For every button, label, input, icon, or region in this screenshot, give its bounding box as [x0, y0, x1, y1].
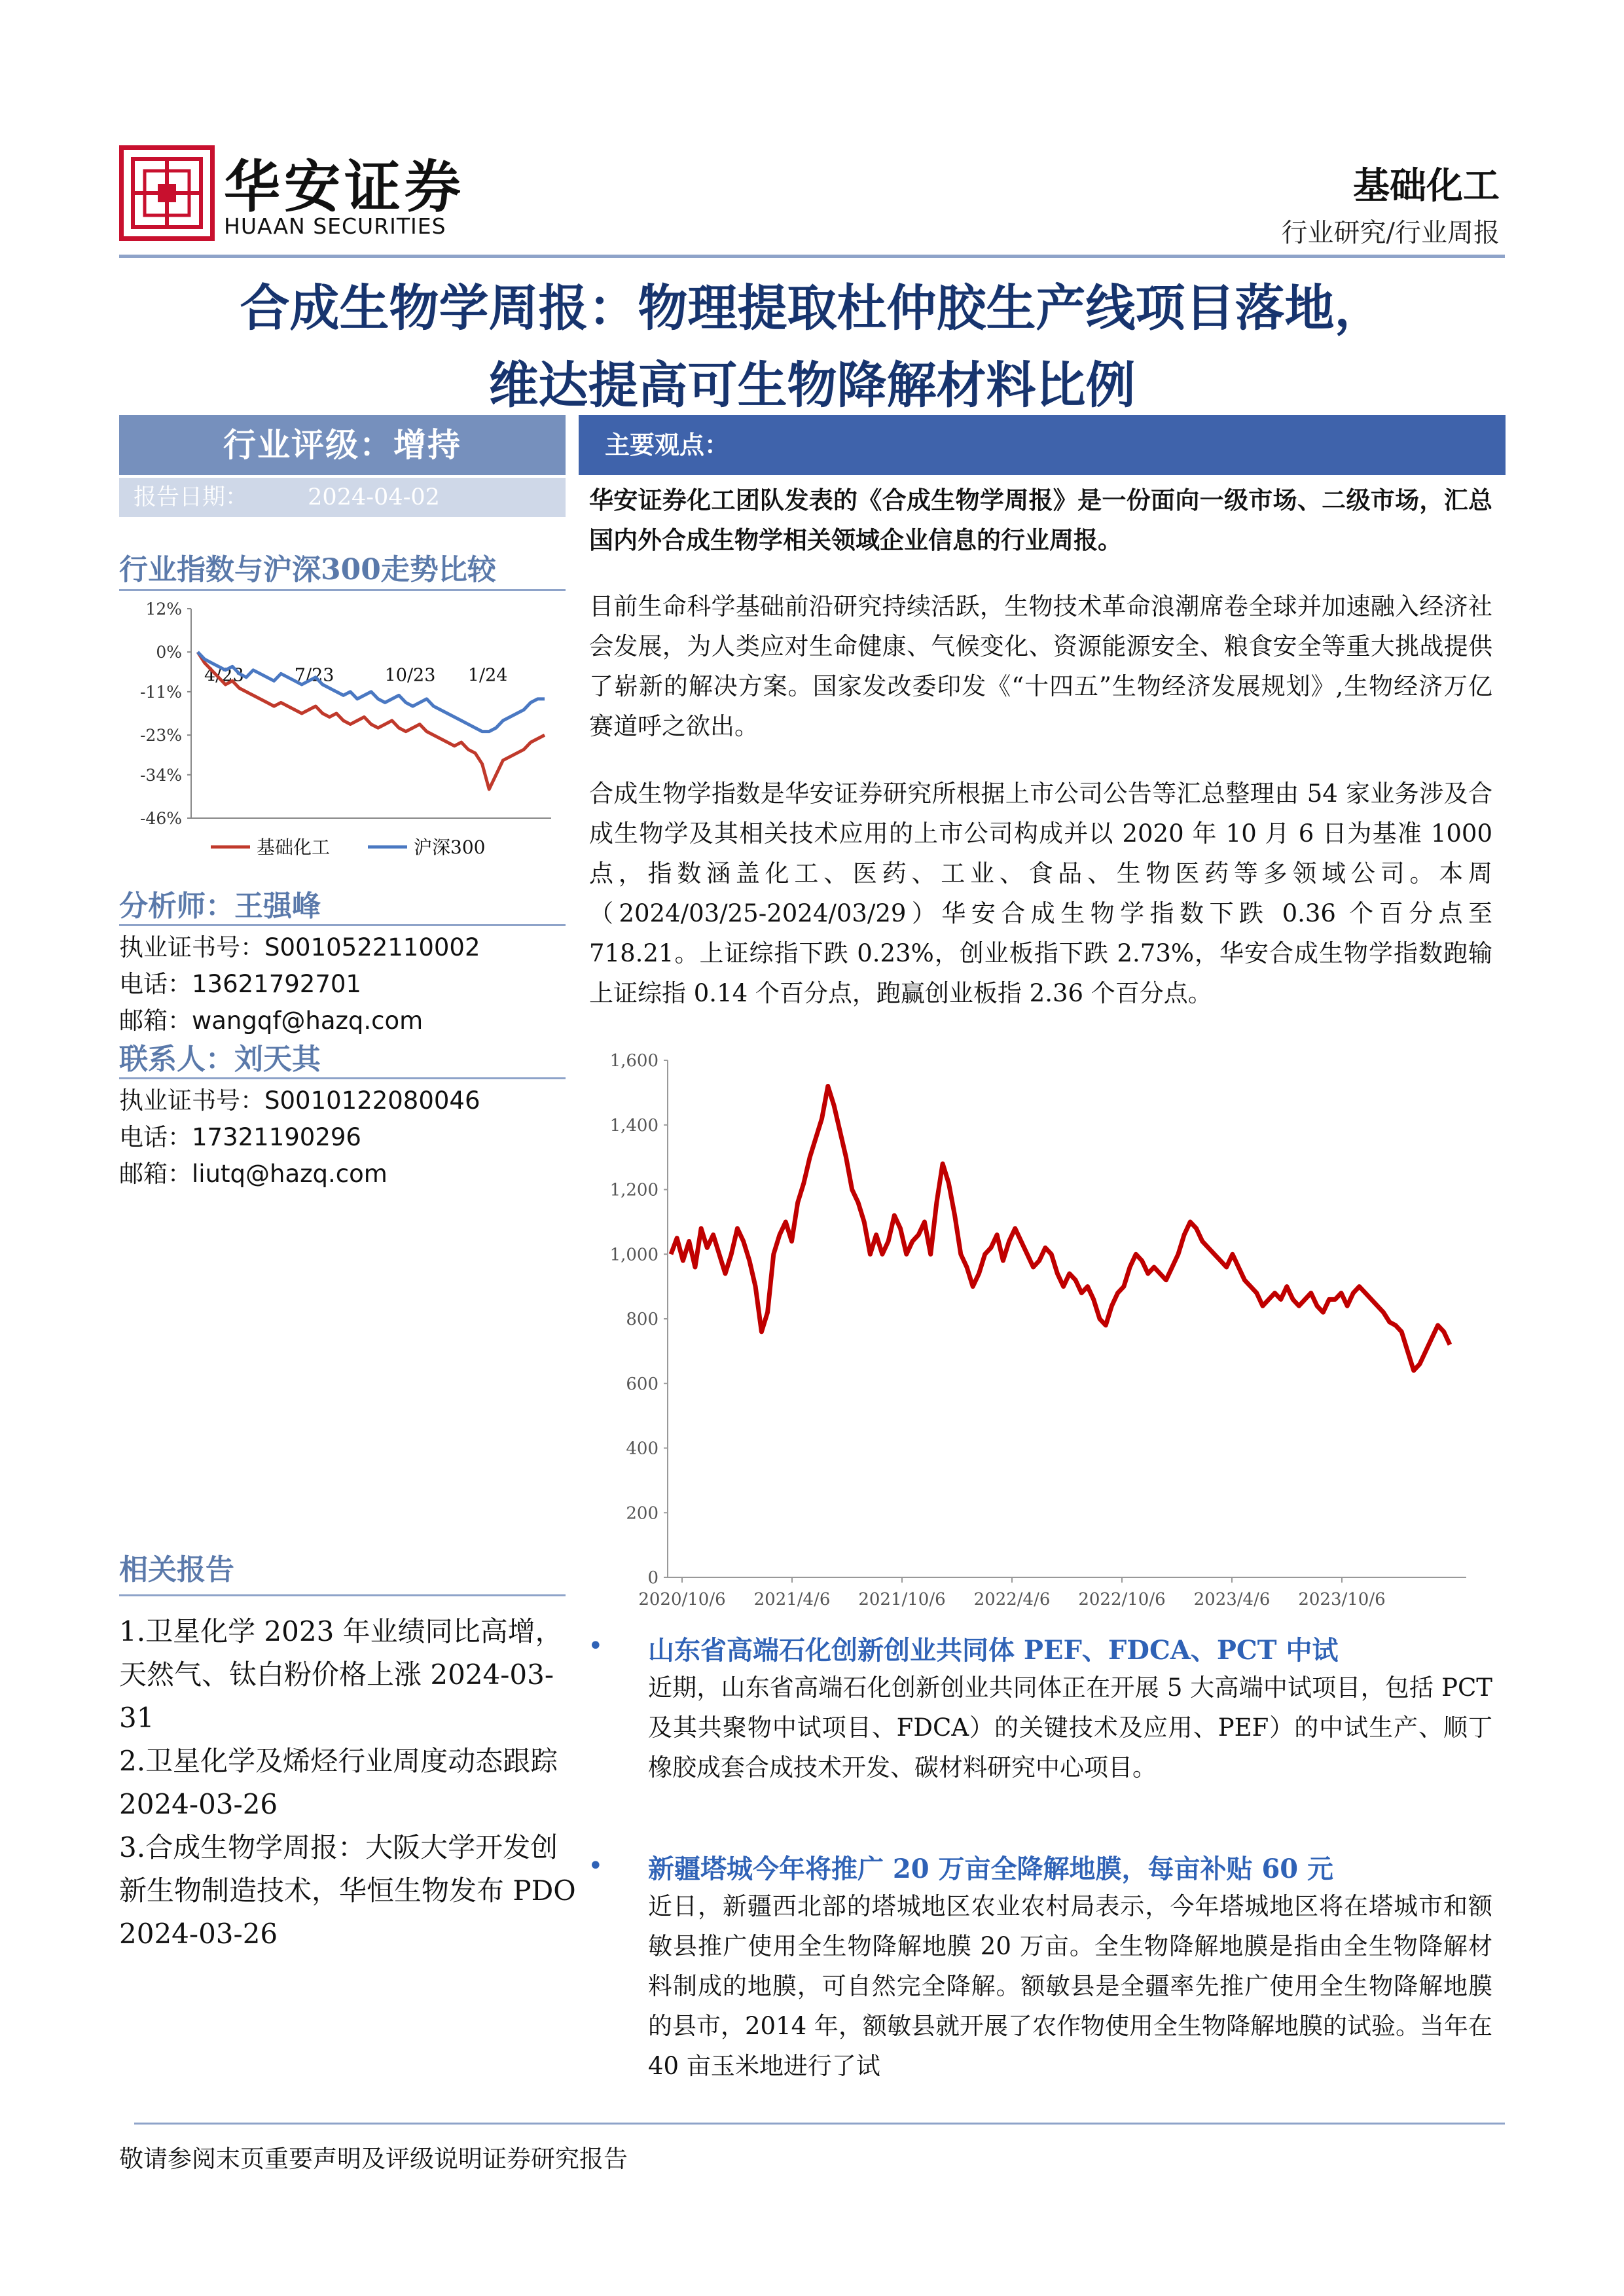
analyst-divider — [119, 924, 566, 926]
index-compare-chart — [119, 596, 566, 864]
y-tick-label: 1,400 — [609, 1115, 659, 1136]
analyst-phone: 13621792701 — [192, 970, 361, 998]
related-reports-list — [119, 1610, 584, 1956]
contact-phone: 17321190296 — [192, 1123, 361, 1151]
contact-email-row — [119, 1156, 480, 1193]
key-points-para-2: 合成生物学指数是华安证券研究所根据上市公司公告等汇总整理由 54 家业务涉及合成生物学及其相关技术应用的上市公司构成并以 2020 年 10 月 6 日为基准 1000 点，指数涵盖化工、医药、工业、食品、生物医药等多领域公司。本周（2024/03/25-2024/03/29）华安合成生物学指数下跌 0.36 个百分点至 718.21。上证综指下跌 0.23%，创业板指下跌 2.73%，华安合成生物学指数跑输上证综指 0.14 个百分点，跑赢创业板指 2.36 个百分点。 — [589, 780, 1492, 1007]
contact-email-label: 邮箱： — [119, 1160, 192, 1188]
header-sector: 基础化工 — [1353, 164, 1500, 207]
report-date-label: 报告日期： — [134, 484, 249, 511]
y-tick-label: 200 — [626, 1503, 659, 1524]
analyst-info — [119, 929, 480, 1039]
x-tick-label: 2022/4/6 — [973, 1590, 1051, 1609]
y-tick-label: 600 — [626, 1374, 659, 1394]
report-title-line1: 合成生物学周报：物理提取杜仲胶生产线项目落地， — [240, 279, 1384, 337]
related-heading: 相关报告 — [119, 1553, 234, 1587]
y-tick-label: -46% — [139, 809, 182, 828]
y-tick-label: 400 — [626, 1439, 659, 1459]
contact-license: S0010122080046 — [264, 1086, 480, 1115]
contact-email[interactable]: liutq@hazq.com — [192, 1160, 388, 1188]
contact-phone-row — [119, 1119, 480, 1156]
footer-divider — [134, 2123, 1505, 2125]
y-tick-label: 0% — [156, 643, 182, 662]
contact-divider — [119, 1077, 566, 1079]
x-tick-label: 10/23 — [384, 665, 436, 686]
report-title-line2: 维达提高可生物降解材料比例 — [488, 356, 1136, 414]
analyst-license-row — [119, 929, 480, 966]
industry-rating: 行业评级：增持 — [119, 415, 566, 475]
x-tick-label: 1/24 — [467, 665, 508, 686]
index-line — [671, 1086, 1450, 1371]
x-tick-label: 2021/4/6 — [753, 1590, 831, 1609]
x-tick-label: 7/23 — [294, 665, 334, 686]
analyst-phone-label: 电话： — [119, 970, 192, 998]
contact-phone-label: 电话： — [119, 1123, 192, 1151]
footer-disclaimer: 敬请参阅末页重要声明及评级说明证券研究报告 — [119, 2145, 628, 2173]
report-date-row — [119, 478, 566, 517]
news-bullet: • — [588, 1631, 604, 1661]
key-points-para-1: 目前生命科学基础前沿研究持续活跃，生物技术革命浪潮席卷全球并加速融入经济社会发展，为人类应对生命健康、气候变化、资源能源安全、粮食安全等重大挑战提供了崭新的解决方案。国家发改委印发《“十四五”生物经济发展规划》,生物经济万亿赛道呼之欲出。 — [589, 592, 1492, 740]
logo-text-en: HUAAN SECURITIES — [224, 213, 446, 239]
header-report-type: 行业研究/行业周报 — [1281, 218, 1500, 248]
key-points-intro: 华安证券化工团队发表的《合成生物学周报》是一份面向一级市场、二级市场，汇总国内外合成生物学相关领域企业信息的行业周报。 — [589, 486, 1492, 554]
related-report-item[interactable]: 1.卫星化学 2023 年业绩同比高增，天然气、钛白粉价格上涨 2024-03-31 — [119, 1615, 563, 1734]
contact-license-label: 执业证书号： — [119, 1086, 264, 1115]
x-tick-label: 2021/10/6 — [858, 1590, 946, 1609]
analyst-phone-row — [119, 966, 480, 1003]
synbio-index-chart — [589, 1041, 1479, 1610]
y-tick-label: -11% — [139, 682, 182, 702]
contact-info — [119, 1083, 480, 1193]
report-date-value: 2024-04-02 — [308, 484, 440, 511]
analyst-heading: 分析师：王强峰 — [119, 889, 321, 923]
analyst-email-row — [119, 1003, 480, 1039]
news-body: 近日，新疆西北部的塔城地区农业农村局表示，今年塔城地区将在塔城市和额敏县推广使用全生物降解地膜 20 万亩。全生物降解地膜是指由全生物降解材料制成的地膜，可自然完全降解。额敏县是全疆率先推广使用全生物降解地膜的县市，2014 年，额敏县就开展了农作物使用全生物降解地膜的试验。当年在 40 亩玉米地进行了试 — [648, 1892, 1492, 2080]
news-heading: 新疆塔城今年将推广 20 万亩全降解地膜，每亩补贴 60 元 — [648, 1854, 1334, 1884]
contact-heading: 联系人：刘天其 — [119, 1043, 321, 1076]
news-bullet: • — [588, 1851, 604, 1881]
related-report-item[interactable]: 2.卫星化学及烯烃行业周度动态跟踪 2024-03-26 — [119, 1745, 558, 1820]
logo-text-cn: 华安证券 — [224, 154, 465, 220]
x-tick-label: 2020/10/6 — [638, 1590, 726, 1609]
news-heading: 山东省高端石化创新创业共同体 PEF、FDCA、PCT 中试 — [648, 1635, 1339, 1666]
y-tick-label: 1,200 — [609, 1180, 659, 1200]
analyst-email-label: 邮箱： — [119, 1007, 192, 1035]
news-body: 近期，山东省高端石化创新创业共同体正在开展 5 大高端中试项目，包括 PCT 及其共聚物中试项目、FDCA）的关键技术及应用、PEF）的中试生产、顺丁橡胶成套合成技术开发、碳材料研究中心项目。 — [648, 1674, 1492, 1782]
y-tick-label: 0 — [647, 1568, 659, 1588]
header-divider — [119, 255, 1505, 258]
y-tick-label: 1,600 — [609, 1051, 659, 1071]
key-points-bar — [579, 415, 1506, 475]
y-tick-label: 800 — [626, 1310, 659, 1329]
analyst-email[interactable]: wangqf@hazq.com — [192, 1007, 424, 1035]
logo-seal-icon — [124, 150, 210, 236]
report-title — [119, 270, 1505, 424]
y-tick-label: -23% — [139, 726, 182, 745]
key-points-heading: 主要观点： — [605, 430, 730, 459]
related-divider — [119, 1594, 566, 1596]
x-tick-label: 2023/4/6 — [1193, 1590, 1271, 1609]
contact-license-row — [119, 1083, 480, 1119]
y-tick-label: 12% — [145, 600, 182, 619]
logo-mark — [119, 145, 215, 241]
index-compare-heading: 行业指数与沪深300走势比较 — [119, 553, 496, 586]
x-tick-label: 2023/10/6 — [1298, 1590, 1386, 1609]
analyst-license: S0010522110002 — [264, 933, 480, 961]
x-tick-label: 2022/10/6 — [1078, 1590, 1166, 1609]
analyst-license-label: 执业证书号： — [119, 933, 264, 961]
legend-label: 基础化工 — [257, 836, 331, 858]
y-tick-label: 1,000 — [609, 1245, 659, 1265]
index-compare-divider — [119, 589, 566, 591]
y-tick-label: -34% — [139, 765, 182, 785]
legend-label: 沪深300 — [414, 836, 486, 858]
x-tick-label: 4/23 — [204, 665, 244, 686]
related-report-item[interactable]: 3.合成生物学周报：大阪大学开发创新生物制造技术，华恒生物发布 PDO 2024-03-26 — [119, 1831, 576, 1950]
